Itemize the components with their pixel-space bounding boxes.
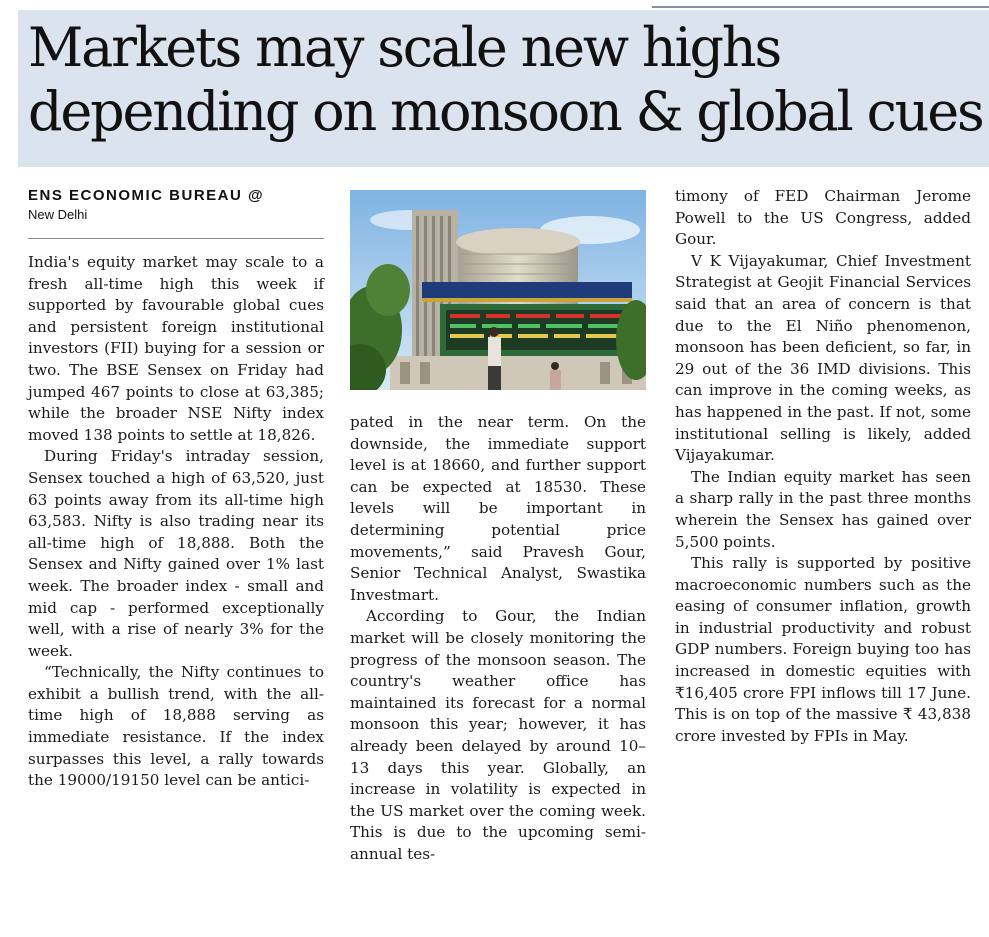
article-column-3	[675, 186, 971, 922]
paragraph: V K Vijayakumar, Chief Investment Strategist at Geojit Financial Services said that an area of concern is that due to the El Niño phenomenon, monsoon has been deficient, so far, in 29 out of the 36 IMD divisions. This can improve in the coming weeks, as has happened in the past. If not, some institutional selling is likely, added Vijayakumar.	[675, 251, 971, 465]
paragraph: India's equity market may scale to a fresh all-time high this week if supported by favourable global cues and persistent foreign institutional investors (FII) buying for a session or two. The BSE Sensex on Friday had jumped 467 points to close at 63,385; while the broader NSE Nifty index moved 138 points to settle at 18,826.	[28, 253, 324, 444]
headline-line-1: Markets may scale new highs	[28, 16, 780, 79]
article-column-1	[28, 252, 324, 922]
headline-line-2: depending on monsoon & global cues	[28, 80, 983, 143]
headline-top-rule	[652, 6, 989, 8]
paragraph: According to Gour, the Indian market will be closely monitoring the progress of the monsoon season. The country's weather office has maintained its forecast for a normal monsoon this year; however, it has already been delayed by around 10–13 days this year. Globally, an increase in volatility is expected in the US market over the coming week. This is due to the upcoming semi-annual tes-	[350, 607, 646, 863]
headline	[28, 16, 983, 144]
paragraph: pated in the near term. On the downside, the immediate support level is at 18660, and further support can be expected at 18530. These levels will be important in determining potential price movements,” said Pravesh Gour, Senior Technical Analyst, Swastika Investmart.	[350, 413, 646, 604]
paragraph: timony of FED Chairman Jerome Powell to the US Congress, added Gour.	[675, 187, 971, 249]
byline-dateline: New Delhi	[28, 207, 88, 222]
stock-exchange-building-photo	[350, 190, 646, 390]
byline-agency: ENS ECONOMIC BUREAU @	[28, 187, 265, 204]
byline-divider	[28, 238, 324, 239]
byline	[28, 186, 324, 224]
paragraph: “Technically, the Nifty continues to exhibit a bullish trend, with the all-time high of 18,888 serving as immediate resistance. If the index surpasses this level, a rally towards the 19000/19150 level can be antici-	[28, 663, 324, 790]
article-column-2	[350, 412, 646, 922]
paragraph: The Indian equity market has seen a sharp rally in the past three months wherein the Sensex has gained over 5,500 points.	[675, 467, 971, 551]
paragraph: During Friday's intraday session, Sensex touched a high of 63,520, just 63 points away from its all-time high 63,583. Nifty is also trading near its all-time high of 18,888. Both the Sensex and Nifty gained over 1% last week. The broader index - small and mid cap - performed exceptionally well, with a rise of nearly 3% for the week.	[28, 447, 324, 660]
paragraph: This rally is supported by positive macroeconomic numbers such as the easing of consumer inflation, growth in industrial productivity and robust GDP numbers. Foreign buying too has increased in domestic equities with ₹16,405 crore FPI inflows till 17 June. This is on top of the massive ₹ 43,838 crore invested by FPIs in May.	[675, 554, 971, 745]
